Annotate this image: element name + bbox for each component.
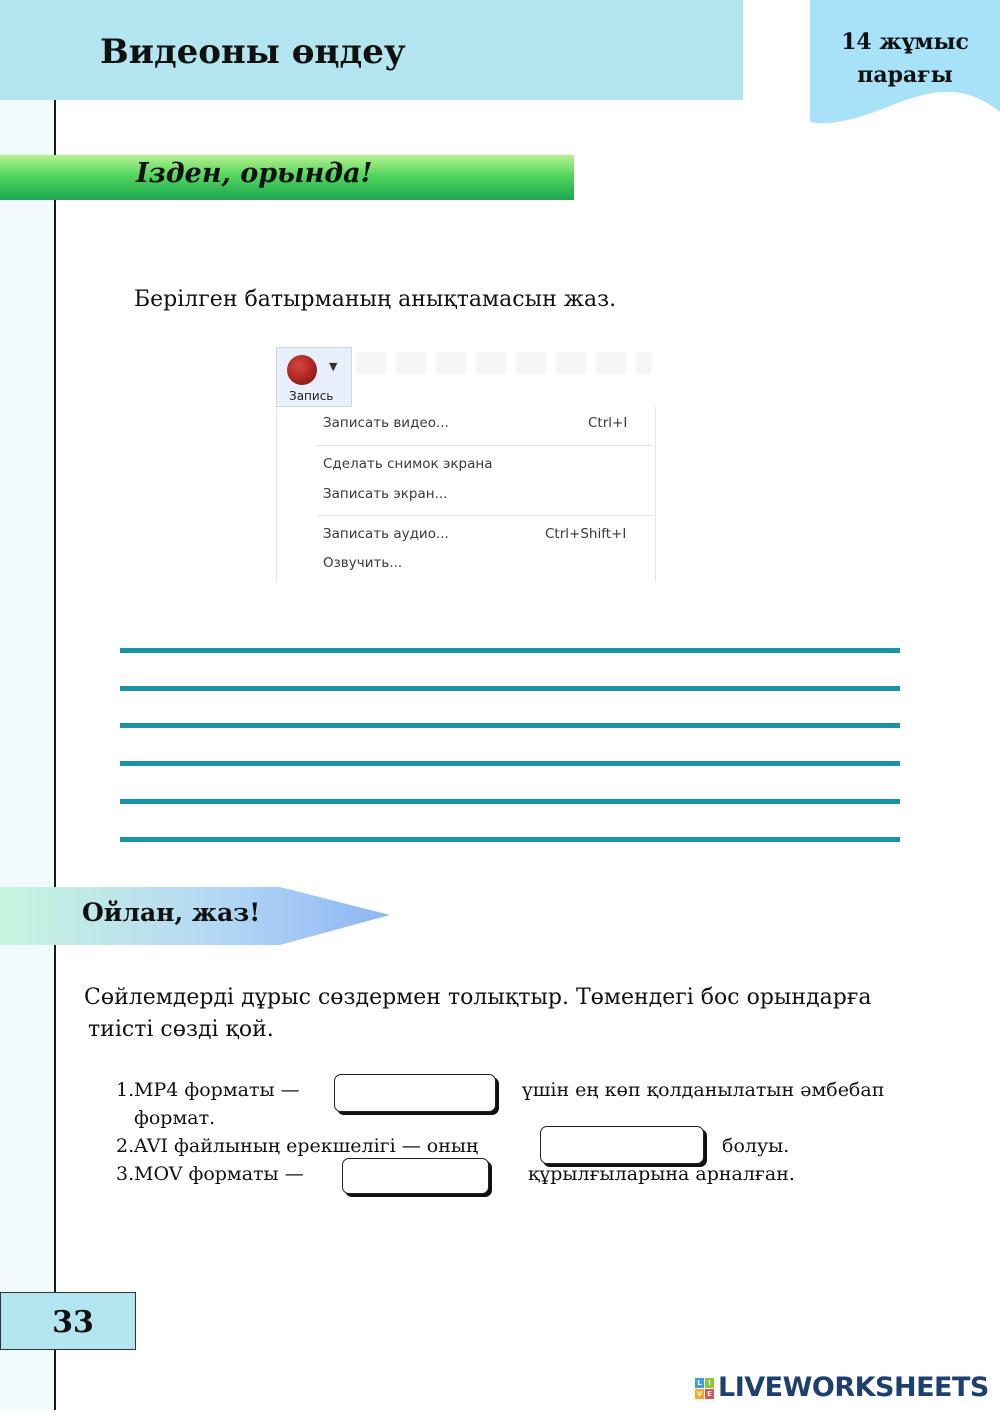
answer-line[interactable]: [120, 837, 900, 842]
menu-item-record-audio: Записать аудио...: [323, 526, 449, 542]
menu-shortcut-record-audio: Ctrl+Shift+I: [545, 526, 627, 542]
record-menu-screenshot: [276, 347, 656, 582]
task1-instruction: Берілген батырманың анықтамасын жаз.: [134, 287, 617, 312]
ribbon-background: [356, 352, 651, 374]
worksheet-number-badge: [810, 0, 1000, 130]
item1-text-after: үшін ең көп қолданылатын әмбебап: [522, 1079, 885, 1101]
logo-letter: V: [696, 1390, 703, 1398]
left-margin-strip: [0, 100, 56, 1410]
task2-instruction: [84, 982, 944, 1046]
item3-text-before: MOV форматы —: [134, 1163, 304, 1185]
answer-line[interactable]: [120, 686, 900, 691]
task2-instruction-line2: тиісті сөзді қой.: [88, 1017, 274, 1042]
menu-shortcut-record-video: Ctrl+I: [588, 415, 628, 431]
answer-line[interactable]: [120, 761, 900, 766]
menu-item-voiceover: Озвучить...: [323, 555, 403, 571]
menu-item-record-video: Записать видео...: [323, 415, 449, 431]
logo-letter: E: [705, 1389, 714, 1399]
section-title-search: Ізден, орында!: [136, 158, 373, 189]
answer-line[interactable]: [120, 723, 900, 728]
item1-text-before: MP4 форматы —: [134, 1079, 300, 1101]
menu-separator: [317, 445, 652, 446]
record-circle-icon: [287, 355, 317, 385]
answer-line[interactable]: [120, 648, 900, 653]
item-number: 2.: [116, 1135, 135, 1157]
page-number: 33: [52, 1305, 94, 1340]
item3-answer-box[interactable]: [342, 1158, 489, 1194]
item3-text-after: құрылғыларына арналған.: [528, 1163, 795, 1185]
badge-line-1: 14 жұмыс: [841, 29, 969, 55]
record-button-label: Запись: [289, 389, 334, 403]
menu-item-screenshot: Сделать снимок экрана: [323, 456, 493, 472]
dropdown-arrow-icon: ▼: [329, 360, 338, 373]
item1-answer-box[interactable]: [334, 1074, 496, 1112]
liveworksheets-icon: [695, 1378, 715, 1400]
page-title: Видеоны өңдеу: [100, 32, 406, 72]
item-number: 1.: [116, 1079, 135, 1101]
section-title-think: Ойлан, жаз!: [82, 898, 261, 927]
logo-letter: I: [705, 1378, 714, 1388]
menu-item-record-screen: Записать экран...: [323, 486, 448, 502]
watermark-text: LIVEWORKSHEETS: [718, 1372, 989, 1403]
item2-text-after: болуы.: [722, 1135, 790, 1157]
record-dropdown-menu: [276, 407, 656, 582]
item2-text-before: AVI файлының ерекшелігі — оның: [134, 1135, 479, 1157]
item1-text-continuation: формат.: [134, 1107, 216, 1129]
item2-answer-box[interactable]: [540, 1126, 704, 1164]
badge-line-2: парағы: [857, 62, 953, 88]
logo-letter: L: [695, 1378, 704, 1388]
record-button: [276, 347, 352, 407]
answer-line[interactable]: [120, 799, 900, 804]
menu-separator: [317, 515, 652, 516]
task2-instruction-line1: Сөйлемдерді дұрыс сөздермен толықтыр. Төмендегі бос орындарға: [84, 985, 872, 1010]
item-number: 3.: [116, 1163, 135, 1185]
